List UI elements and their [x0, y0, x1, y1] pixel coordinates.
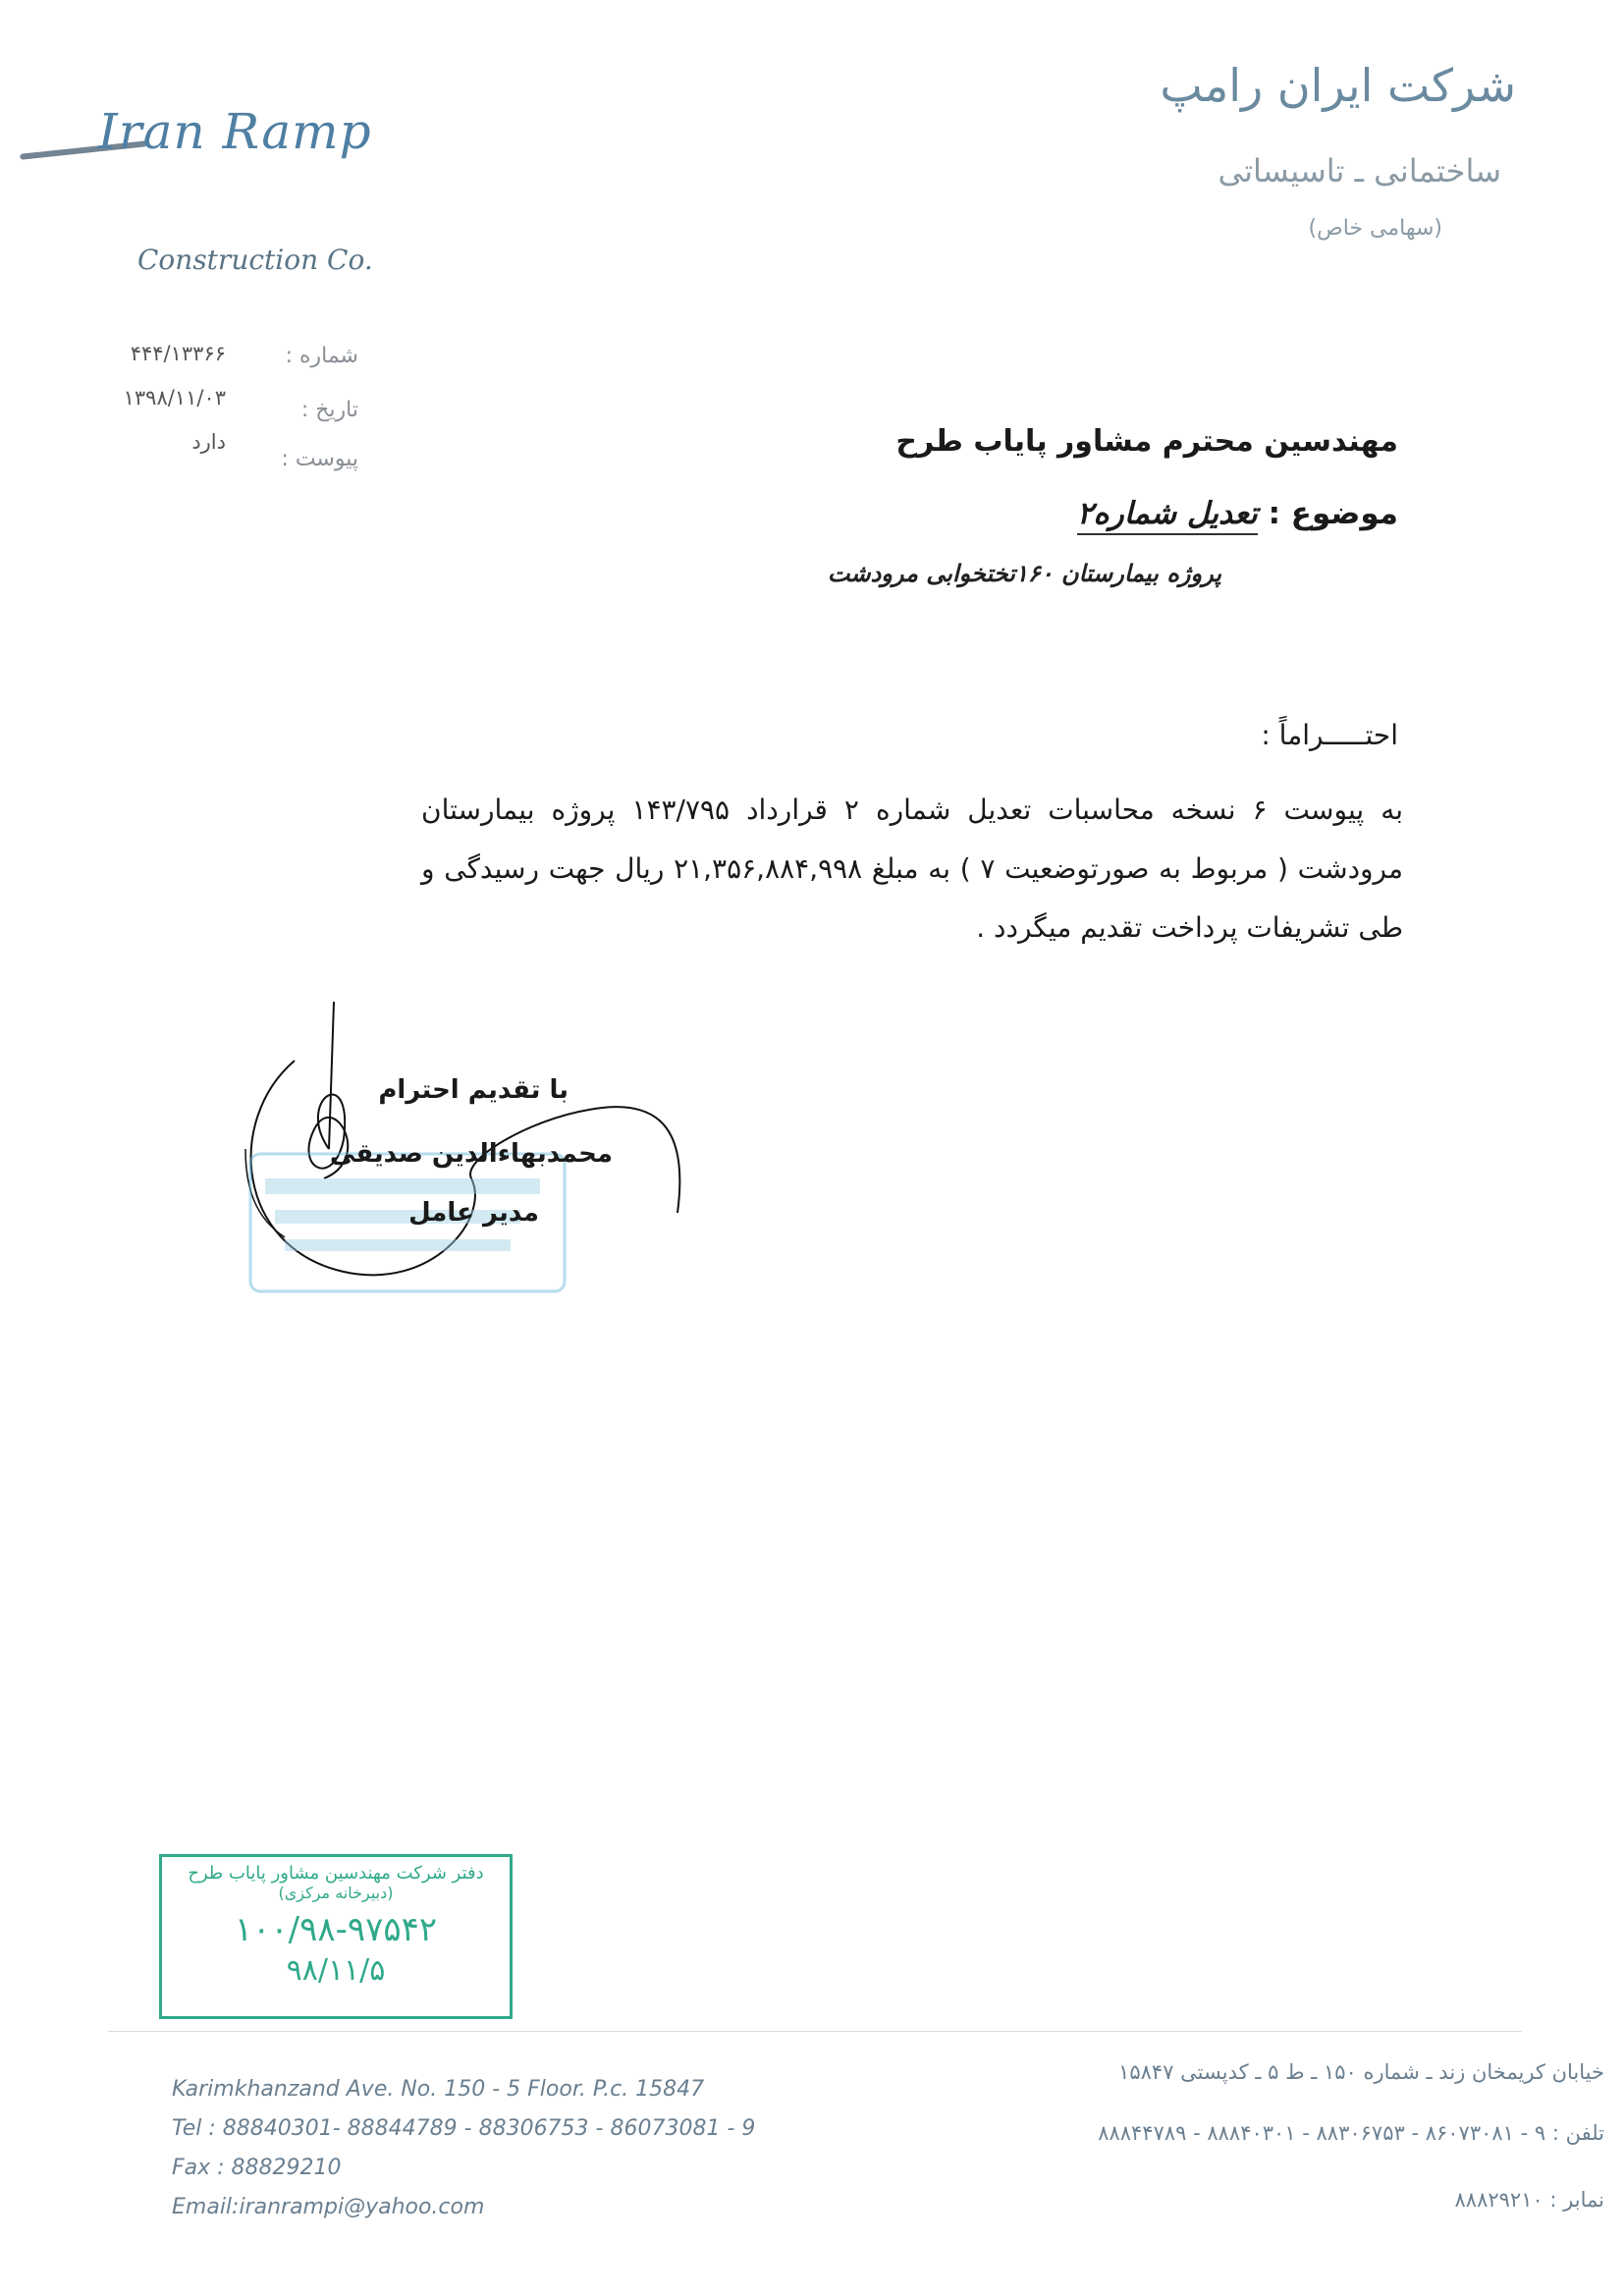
subject-line: [1077, 496, 1398, 531]
closing-text: با تقدیم احترام: [378, 1075, 568, 1105]
footer-tel-en: Tel : 88840301- 88844789 - 88306753 - 86073081 - 9: [172, 2116, 756, 2141]
subject-value: تعدیل شماره۲: [1077, 496, 1258, 535]
receipt-stamp-subheader: (دبیرخانه مرکزی): [278, 1884, 394, 1902]
footer-address-en: Karimkhanzand Ave. No. 150 - 5 Floor. P.c. 15847: [172, 2077, 705, 2102]
receipt-stamp: [159, 1854, 513, 2019]
receipt-stamp-header: دفتر شرکت مهندسین مشاور پایاب طرح: [188, 1863, 484, 1884]
signer-name: محمدبهاءالدین صدیقی: [329, 1139, 613, 1169]
addressee: مهندسین محترم مشاور پایاب طرح: [895, 424, 1398, 459]
receipt-number: ۱۰۰/۹۸-۹۷۵۴۲: [234, 1910, 438, 1949]
attachment-value: دارد: [191, 430, 226, 454]
number-label: شماره :: [285, 344, 358, 368]
signer-title: مدیر عامل: [408, 1198, 539, 1228]
footer-email-en: Email:iranrampi@yahoo.com: [172, 2195, 485, 2219]
date-label: تاریخ :: [300, 398, 358, 422]
number-value: ۴۴۴/۱۳۳۶۶: [130, 342, 226, 365]
receipt-date: ۹۸/۱۱/۵: [286, 1953, 386, 1988]
footer-fax-fa: نمابر : ۸۸۸۲۹۲۱۰: [1454, 2188, 1604, 2212]
company-type-fa: (سهامی خاص): [1308, 216, 1442, 241]
letter-body: به پیوست ۶ نسخه محاسبات تعدیل شماره ۲ قرارداد ۱۴۳/۷۹۵ پروژه بیمارستان مرودشت ( مربوط به صورتوضعیت ۷ ) به مبلغ ۲۱,۳۵۶,۸۸۴,۹۹۸ ریال جهت رسیدگی و طی تشریفات پرداخت تقدیم میگردد .: [421, 793, 1403, 944]
footer-tel-fa: تلفن : ۹ - ۸۶۰۷۳۰۸۱ - ۸۸۳۰۶۷۵۳ - ۸۸۸۴۰۳۰۱ - ۸۸۸۴۴۷۸۹: [1098, 2121, 1604, 2145]
salutation: احتـــــراماً :: [1261, 719, 1398, 751]
company-subtitle-en: Construction Co.: [137, 244, 373, 276]
subject-label: موضوع :: [1268, 496, 1398, 531]
footer-address-fa: خیابان کریمخان زند ـ شماره ۱۵۰ ـ ط ۵ ـ کدپستی ۱۵۸۴۷: [1118, 2060, 1604, 2084]
project-title: پروژه بیمارستان ۱۶۰تختخوابی مرودشت: [827, 560, 1221, 587]
company-subtitle-fa: ساختمانی ـ تاسیساتی: [1218, 152, 1501, 190]
company-logo-fa: شرکت ایران رامپ: [1160, 59, 1516, 112]
attachment-label: پیوست :: [281, 447, 358, 471]
company-logo-en: Iran Ramp: [98, 103, 372, 160]
footer-fax-en: Fax : 88829210: [172, 2156, 342, 2180]
footer-divider: [108, 2031, 1522, 2032]
date-value: ۱۳۹۸/۱۱/۰۳: [123, 386, 226, 410]
